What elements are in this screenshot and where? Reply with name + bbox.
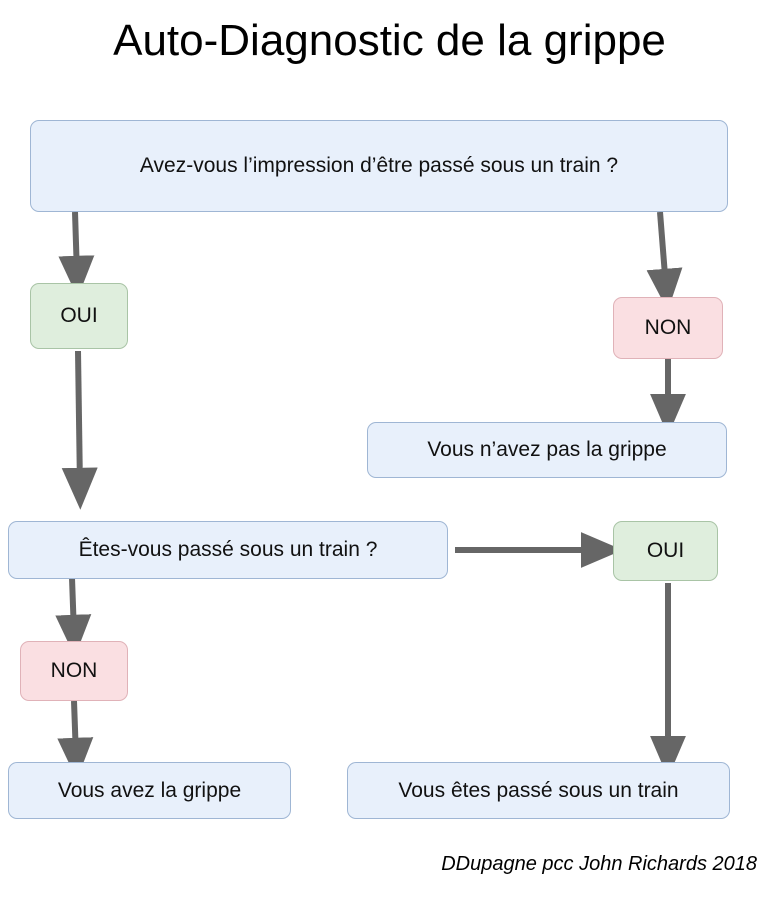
node-label: NON: [644, 316, 692, 340]
node-label: NON: [50, 659, 98, 683]
credit-text: DDupagne pcc John Richards 2018: [441, 853, 757, 875]
page-title: Auto-Diagnostic de la grippe: [113, 16, 666, 65]
node-label: Vous êtes passé sous un train: [398, 778, 679, 802]
edge-q1-to-non: [660, 212, 666, 288]
edge-q1-to-oui: [75, 212, 77, 275]
node-question-1[interactable]: [30, 120, 728, 212]
edge-oui-to-q2: [78, 351, 80, 487]
node-label: OUI: [646, 539, 685, 563]
node-result-avez-grippe[interactable]: [8, 762, 291, 819]
node-label: Avez-vous l’impression d’être passé sous un train ?: [139, 154, 619, 178]
node-label: Vous n’avez pas la grippe: [427, 438, 667, 462]
node-non-1[interactable]: [613, 297, 723, 359]
node-result-passe-sous-train[interactable]: [347, 762, 730, 819]
node-label: Vous avez la grippe: [57, 778, 242, 802]
node-question-2[interactable]: [8, 521, 448, 579]
edge-q2-to-non2: [72, 578, 74, 634]
node-result-pas-grippe[interactable]: [367, 422, 727, 478]
node-non-2[interactable]: [20, 641, 128, 701]
node-oui-2[interactable]: [613, 521, 718, 581]
node-label: OUI: [60, 304, 98, 328]
node-label: Êtes-vous passé sous un train ?: [78, 538, 378, 562]
node-oui-1[interactable]: [30, 283, 128, 349]
edge-non2-to-avezgrippe: [74, 701, 76, 757]
